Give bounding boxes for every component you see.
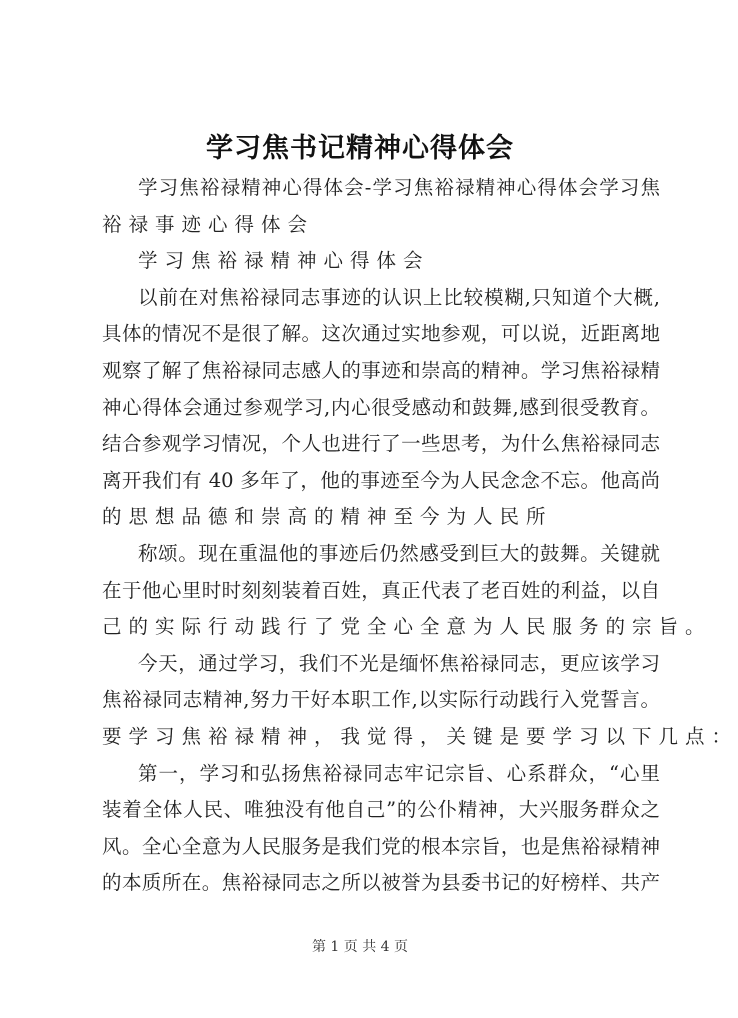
text-line: 具体的情况不是很了解。这次通过实地参观，可以说，近距离地 [102,322,660,346]
text-line: 以前在对焦裕禄同志事迹的认识上比较模糊,只知道个大概, [138,285,660,309]
text-line: 的思想品德和崇高的精神至今为人民所 [102,505,553,529]
text-line: 离开我们有 40 多年了，他的事迹至今为人民念念不忘。他高尚 [102,468,660,492]
text-line: 结合参观学习情况，个人也进行了一些思考，为什么焦裕禄同志 [102,432,660,456]
text-line: 在于他心里时时刻刻装着百姓，真正代表了老百姓的利益，以自 [102,578,660,602]
text-line: 今天，通过学习，我们不光是缅怀焦裕禄同志，更应该学习 [138,651,660,675]
text-line: 装着全体人民、唯独没有他自己”的公仆精神，大兴服务群众之 [102,798,660,822]
text-line: 要学习焦裕禄精神，我觉得，关键是要学习以下几点： [102,724,738,748]
text-line: 己的实际行动践行了党全心全意为人民服务的宗旨。 [102,615,712,639]
text-line: 的本质所在。焦裕禄同志之所以被誉为县委书记的好榜样、共产 [102,871,660,895]
text-line: 称颂。现在重温他的事迹后仍然感受到巨大的鼓舞。关键就 [138,541,660,565]
text-line: 焦裕禄同志精神,努力干好本职工作,以实际行动践行入党誓言。 [102,688,660,712]
text-line: 裕禄事迹心得体会 [102,212,315,236]
text-line: 第一，学习和弘扬焦裕禄同志牢记宗旨、心系群众，“心里 [138,761,660,785]
document-title: 学习焦书记精神心得体会 [206,133,514,164]
page-number: 第 1 页 共 4 页 [311,939,409,955]
text-line: 学习焦裕禄精神心得体会 [138,249,430,273]
text-line: 观察了解了焦裕禄同志感人的事迹和崇高的精神。学习焦裕禄精 [102,358,660,382]
text-line: 风。全心全意为人民服务是我们党的根本宗旨，也是焦裕禄精神 [102,834,660,858]
text-line: 学习焦裕禄精神心得体会-学习焦裕禄精神心得体会学习焦 [138,176,660,199]
text-line: 神心得体会通过参观学习,内心很受感动和鼓舞,感到很受教育。 [102,395,660,419]
document-body [102,170,738,902]
